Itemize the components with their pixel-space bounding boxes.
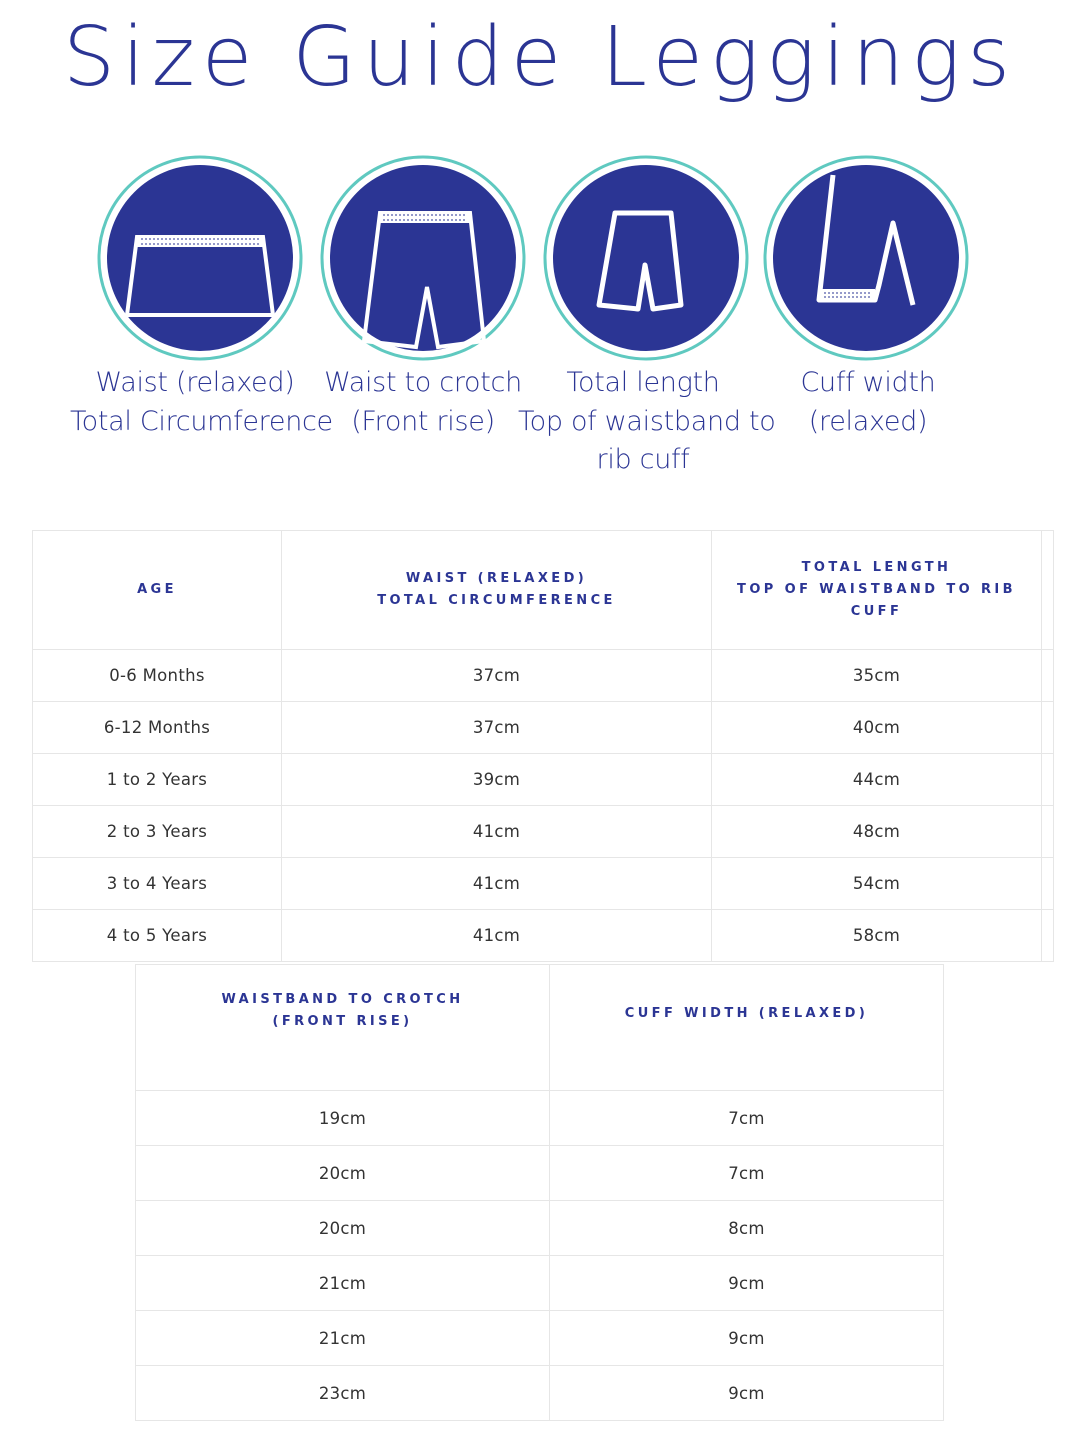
waist-cell: 41cm <box>282 806 712 858</box>
length-cell: 40cm <box>712 702 1042 754</box>
front-rise-cell: 20cm <box>136 1201 550 1256</box>
table-row <box>33 754 1054 806</box>
cuff-width-caption <box>773 364 963 441</box>
table-row <box>136 1366 944 1421</box>
cuff-width-cell: 9cm <box>550 1256 944 1311</box>
total-length-icon <box>543 155 749 361</box>
length-cell: 48cm <box>712 806 1042 858</box>
caption-line: Total Circumference <box>70 405 333 437</box>
page-title: Size Guide Leggings <box>62 10 1018 105</box>
table-edge-cell <box>1042 806 1054 858</box>
header-line: AGE <box>137 582 177 597</box>
header-line: (FRONT RISE) <box>272 1014 413 1029</box>
waist-cell: 41cm <box>282 858 712 910</box>
table-header-row <box>136 965 944 1091</box>
age-cell: 6-12 Months <box>33 702 282 754</box>
front-rise-header <box>136 965 550 1091</box>
front-rise-icon <box>320 155 526 361</box>
waist-cell: 39cm <box>282 754 712 806</box>
length-cell: 54cm <box>712 858 1042 910</box>
cuff-width-header <box>550 965 944 1091</box>
table-row <box>33 858 1054 910</box>
length-cell: 58cm <box>712 910 1042 962</box>
total-length-header <box>712 531 1042 650</box>
age-cell: 1 to 2 Years <box>33 754 282 806</box>
waist-caption <box>70 364 333 441</box>
caption-line: rib cuff <box>596 444 690 475</box>
caption-line: (relaxed) <box>808 405 928 437</box>
waist-cell: 37cm <box>282 702 712 754</box>
front-rise-cell: 21cm <box>136 1311 550 1366</box>
cuff-width-cell: 9cm <box>550 1366 944 1421</box>
table-row <box>136 1311 944 1366</box>
header-line: CUFF <box>850 604 903 619</box>
caption-line: Top of waistband to <box>518 405 776 437</box>
waist-cell: 41cm <box>282 910 712 962</box>
front-rise-cell: 21cm <box>136 1256 550 1311</box>
length-cell: 35cm <box>712 650 1042 702</box>
front-rise-cell: 23cm <box>136 1366 550 1421</box>
table-row <box>136 1256 944 1311</box>
table-edge-cell <box>1042 910 1054 962</box>
front-rise-caption <box>323 364 523 441</box>
front-rise-cell: 19cm <box>136 1091 550 1146</box>
age-cell: 3 to 4 Years <box>33 858 282 910</box>
front-rise-cell: 20cm <box>136 1146 550 1201</box>
cuff-width-cell: 8cm <box>550 1201 944 1256</box>
cuff-width-cell: 9cm <box>550 1311 944 1366</box>
age-cell: 4 to 5 Years <box>33 910 282 962</box>
table-edge-cell <box>1042 858 1054 910</box>
cuff-width-cell: 7cm <box>550 1091 944 1146</box>
age-cell: 2 to 3 Years <box>33 806 282 858</box>
waist-cell: 37cm <box>282 650 712 702</box>
total-length-caption <box>518 364 776 480</box>
table-row <box>136 1146 944 1201</box>
table-edge-cell <box>1042 702 1054 754</box>
caption-line: (Front rise) <box>351 405 495 437</box>
cuff-width-icon <box>763 155 969 361</box>
caption-line: Waist (relaxed) <box>95 367 295 398</box>
header-line: TOTAL LENGTH <box>801 560 952 575</box>
age-cell: 0-6 Months <box>33 650 282 702</box>
table-header-row <box>33 531 1054 650</box>
age-header <box>33 531 282 650</box>
cuff-width-cell: 7cm <box>550 1146 944 1201</box>
caption-line: Total length <box>566 367 720 398</box>
table-row <box>33 806 1054 858</box>
table-row <box>33 910 1054 962</box>
header-line: TOP OF WAISTBAND TO RIB <box>737 582 1016 597</box>
table-row <box>136 1091 944 1146</box>
size-table-age-waist-length <box>32 530 1054 962</box>
caption-line: Cuff width <box>800 367 936 398</box>
header-line: CUFF WIDTH (RELAXED) <box>624 1006 869 1021</box>
table-row <box>136 1201 944 1256</box>
table-edge-cell <box>1042 531 1054 650</box>
size-table-rise-cuff <box>135 964 944 1421</box>
waist-header <box>282 531 712 650</box>
header-line: WAISTBAND TO CROTCH <box>221 992 464 1007</box>
waist-icon <box>97 155 303 361</box>
table-row <box>33 650 1054 702</box>
header-line: WAIST (RELAXED) <box>405 571 588 586</box>
length-cell: 44cm <box>712 754 1042 806</box>
table-row <box>33 702 1054 754</box>
table-edge-cell <box>1042 650 1054 702</box>
caption-line: Waist to crotch <box>324 367 522 398</box>
table-edge-cell <box>1042 754 1054 806</box>
header-line: TOTAL CIRCUMFERENCE <box>377 593 616 608</box>
